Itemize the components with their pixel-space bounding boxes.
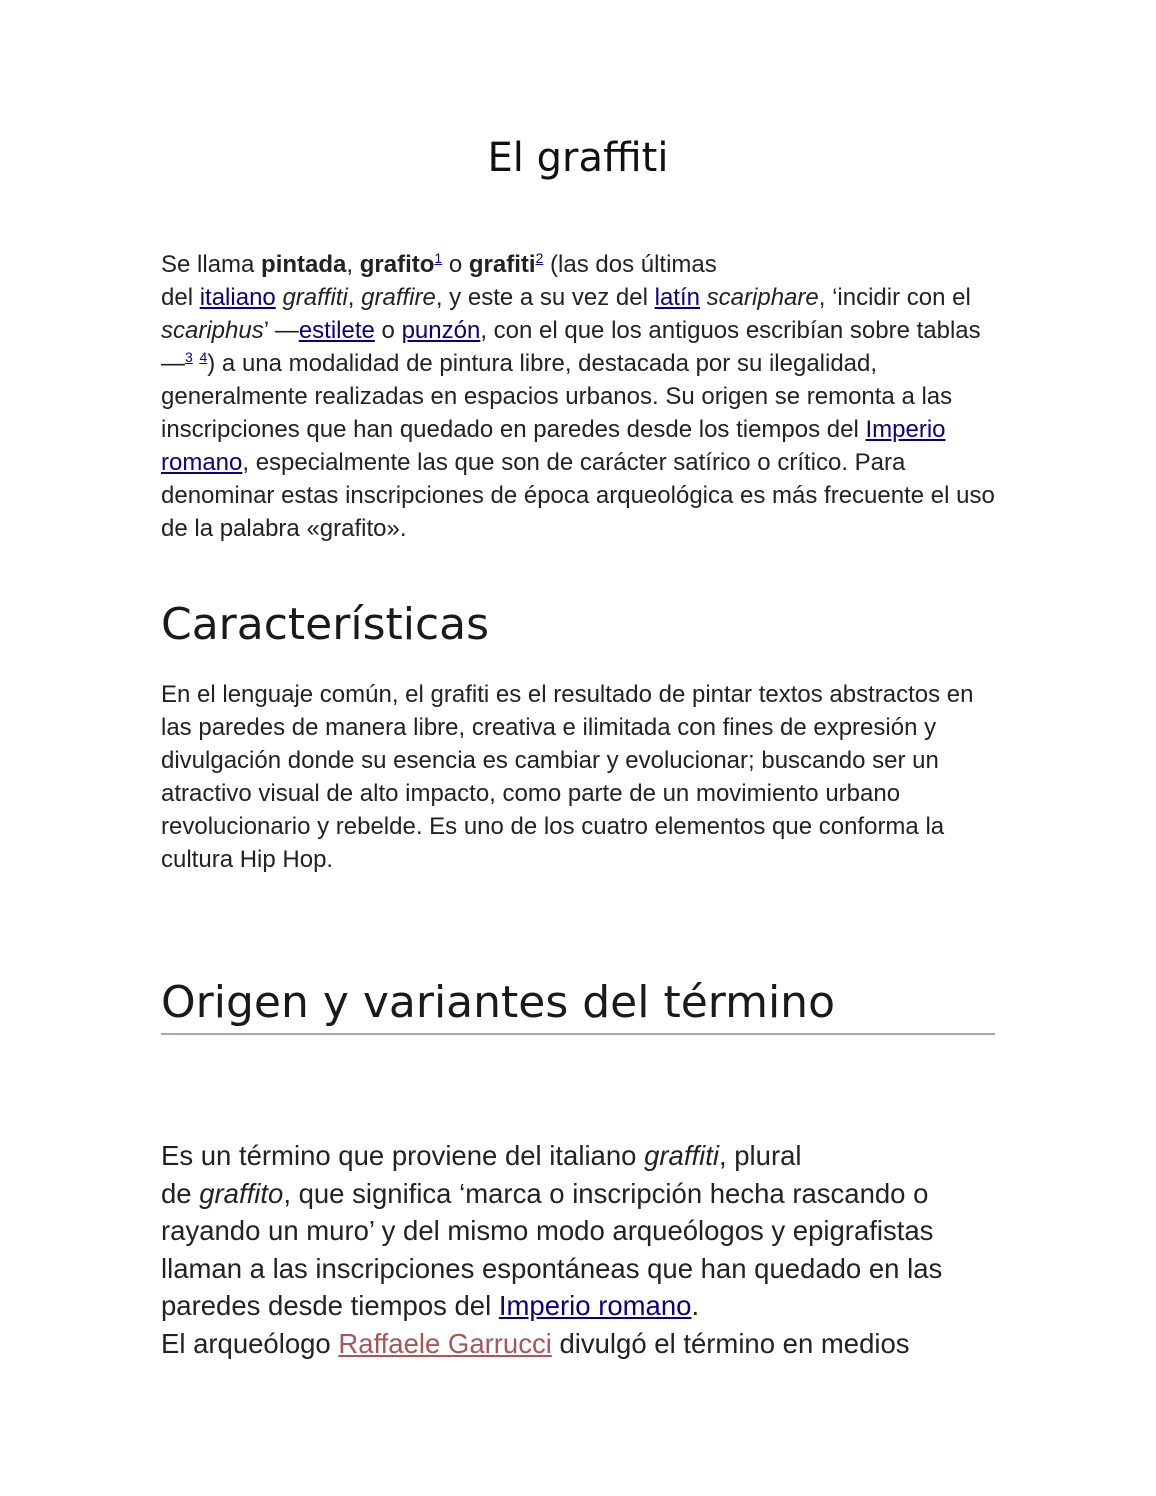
link-estilete[interactable]: estilete bbox=[298, 317, 375, 344]
reference-2[interactable]: 2 bbox=[535, 250, 544, 266]
heading-caracteristicas: Características bbox=[161, 599, 490, 650]
heading-origen: Origen y variantes del término bbox=[161, 975, 995, 1035]
term-grafito: grafito bbox=[359, 251, 435, 278]
link-italiano[interactable]: italiano bbox=[199, 284, 276, 311]
term-grafiti: grafiti bbox=[468, 251, 536, 278]
caracteristicas-paragraph: En el lenguaje común, el grafiti es el resultado de pintar textos abstractos en las paredes de manera libre, creativa e ilimitada con fines de expresión y divulgación donde su esencia es cambiar y evolucionar; buscando ser un atractivo visual de alto impacto, como parte de un movimiento urbano revolucionario y rebelde. Es uno de los cuatro elementos que conforma la cultura Hip Hop. bbox=[161, 681, 974, 873]
document-title: El graffiti bbox=[487, 135, 669, 181]
reference-3[interactable]: 3 bbox=[185, 349, 193, 365]
link-imperio-romano-2[interactable]: Imperio romano bbox=[498, 1290, 692, 1322]
term-pintada: pintada bbox=[261, 251, 347, 278]
link-latin[interactable]: latín bbox=[654, 284, 700, 311]
link-imperio-romano[interactable]: Imperio romano bbox=[161, 416, 946, 476]
intro-paragraph: Se llama pintada, grafito$^1$ o grafiti$^2$ (las dos últimas del italiano graffiti, graffire, y este a su vez del latín scariphare, ‘incidir con el scariphus’ —estilete o punzón, con el que los antiguos escribían sobre tablas—$^3$ $^4$) a una modalidad de pintura libre, destacada por su ilegalidad, generalmente realizadas en espacios urbanos. Su origen se remonta a las inscripciones que han quedado en paredes desde los tiempos del Imperio romano, especialmente las que son de carácter satírico o crítico. Para denominar estas inscripciones de época arqueológica es más frecuente el uso de la palabra «grafito». bbox=[161, 250, 995, 542]
link-raffaele-garrucci[interactable]: Raffaele Garrucci bbox=[338, 1327, 552, 1359]
link-punzon[interactable]: punzón bbox=[401, 317, 481, 344]
origen-paragraph: Es un término que proviene del italiano graffiti, plural de graffito, que significa ‘marca o inscripción hecha rascando o rayando un muro’ y del mismo modo arqueólogos y epigrafistas llaman a las inscripciones espontáneas que han quedado en las paredes desde tiempos del Imperio romano. El arqueólogo Raffaele Garrucci divulgó el término en medios bbox=[161, 1140, 943, 1359]
reference-1[interactable]: 1 bbox=[434, 250, 443, 266]
intro-text: Se llama bbox=[161, 251, 262, 278]
reference-4[interactable]: 4 bbox=[199, 349, 208, 365]
